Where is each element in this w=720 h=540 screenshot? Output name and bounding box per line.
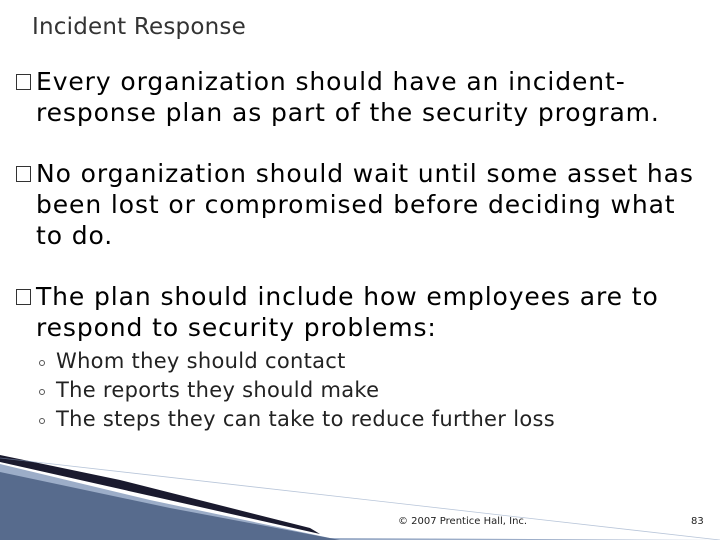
decorative-swoosh: [0, 450, 720, 540]
sub-bullet-text: Whom they should contact: [56, 349, 346, 373]
bullet-text: Every organization should have an incident-response plan as part of the security program.: [36, 67, 660, 127]
sub-bullet-text: The reports they should make: [56, 378, 380, 402]
circle-bullet-icon: [39, 418, 45, 424]
square-bullet-icon: [16, 74, 31, 90]
square-bullet-icon: [16, 166, 31, 182]
bullet-item: [16, 281, 706, 434]
sub-bullet-item: [36, 347, 706, 376]
bullet-list: [16, 66, 706, 434]
bullet-item: [16, 66, 706, 128]
slide-title: Incident Response: [32, 14, 246, 40]
circle-bullet-icon: [39, 360, 45, 366]
bullet-item: [16, 158, 706, 251]
sub-bullet-list: [36, 347, 706, 434]
footer-copyright: © 2007 Prentice Hall, Inc.: [398, 516, 528, 527]
bullet-text: The plan should include how employees are to respond to security problems:: [36, 282, 659, 342]
bullet-text: No organization should wait until some asset has been lost or compromised before deciding what to do.: [36, 159, 694, 250]
circle-bullet-icon: [39, 389, 45, 395]
page-number: 83: [691, 516, 704, 527]
square-bullet-icon: [16, 289, 31, 305]
sub-bullet-item: [36, 405, 706, 434]
sub-bullet-text: The steps they can take to reduce further loss: [56, 407, 555, 431]
sub-bullet-item: [36, 376, 706, 405]
